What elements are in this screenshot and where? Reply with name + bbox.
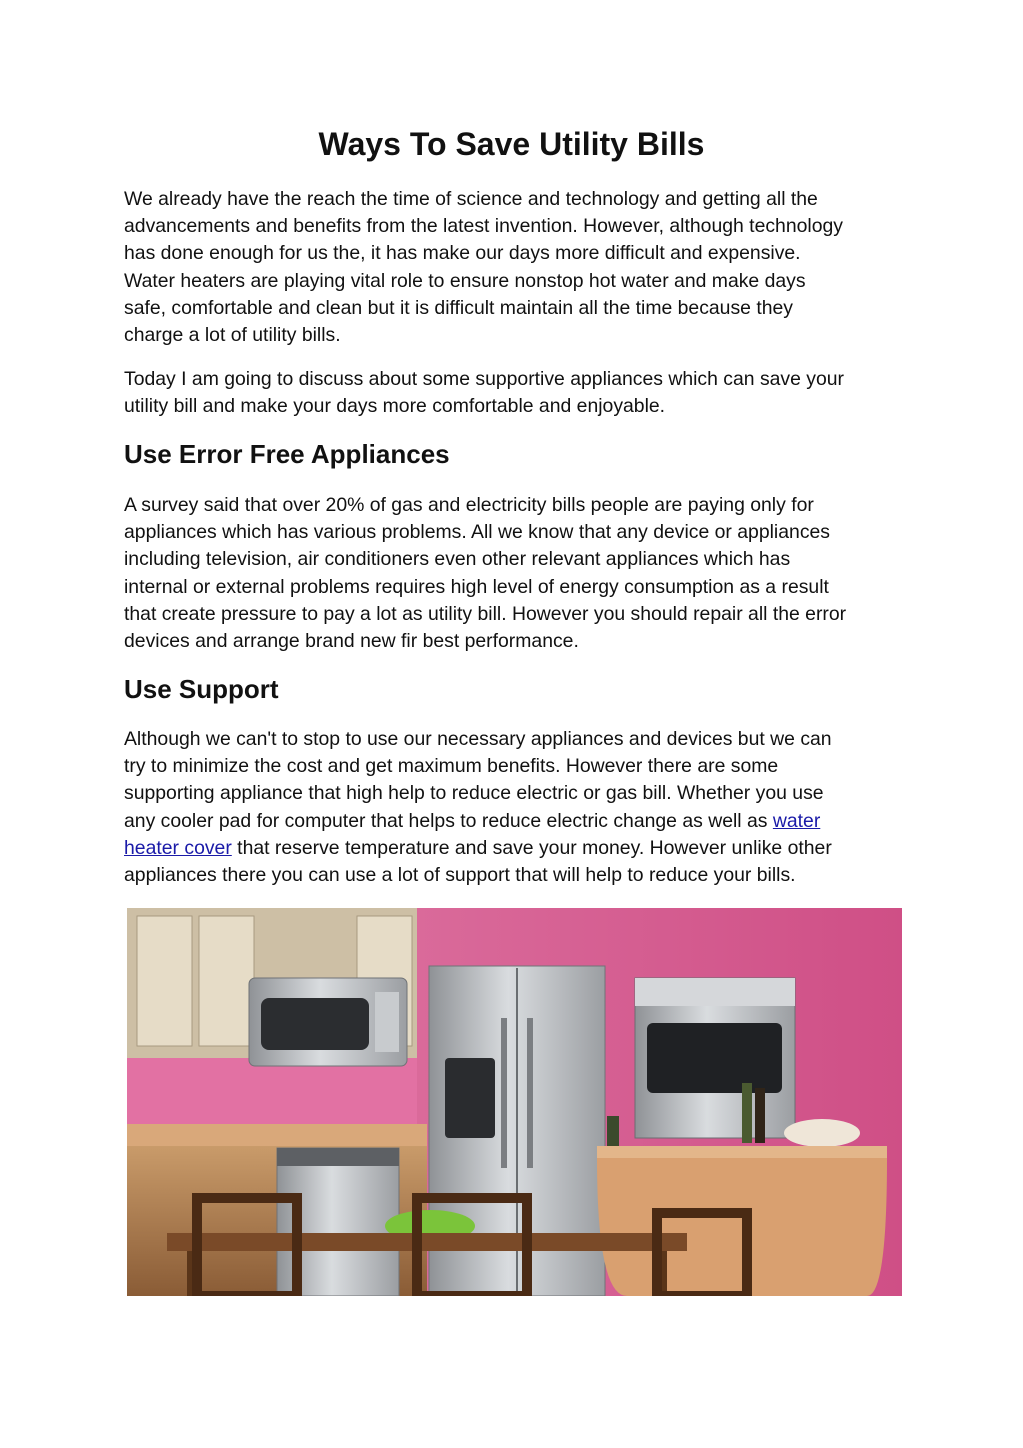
bowl [784, 1119, 860, 1147]
intro-line: safe, comfortable and clean but it is difficult maintain all the time because they [124, 296, 793, 319]
use-support-line: Although we can't to stop to use our necessary appliances and devices but we can [124, 728, 832, 750]
island-top [597, 1146, 887, 1158]
error-free-line: devices and arrange brand new fir best performance. [124, 630, 579, 653]
use-support-line: appliances there you can use a lot of support that will help to reduce your bills. [124, 864, 796, 887]
countertop [127, 1124, 427, 1146]
use-support-line: supporting appliance that high help to reduce electric or gas bill. Whether you use [124, 782, 824, 805]
intro-line: advancements and benefits from the latest invention. However, although technology [124, 215, 843, 238]
intro-line: We already have the reach the time of science and technology and getting all the [124, 188, 818, 210]
error-free-paragraph [124, 492, 904, 655]
dining-table [167, 1233, 687, 1251]
intro-line: charge a lot of utility bills. [124, 324, 341, 347]
today-line: Today I am going to discuss about some supportive appliances which can save your [124, 368, 845, 390]
today-line: utility bill and make your days more comfortable and enjoyable. [124, 395, 666, 418]
error-free-line: that create pressure to pay a lot as utility bill. However you should repair all the error [124, 602, 847, 625]
water-heater-cover-link-continued[interactable]: heater cover [124, 836, 232, 859]
intro-line: Water heaters are playing vital role to ensure nonstop hot water and make days [124, 269, 806, 292]
use-support-line-text: any cooler pad for computer that helps to reduce electric change as well as [124, 809, 773, 832]
error-free-line: appliances which has various problems. All we know that any device or appliances [124, 521, 830, 544]
today-paragraph [124, 366, 904, 420]
use-support-line: try to minimize the cost and get maximum benefits. However there are some [124, 755, 779, 778]
error-free-line: internal or external problems requires high level of energy consumption as a result [124, 575, 829, 598]
backsplash [127, 1058, 417, 1128]
error-free-line: including television, air conditioners even other relevant appliances which has [124, 548, 791, 571]
kitchen-photo [127, 908, 902, 1296]
section-heading-use-support: Use Support [124, 674, 279, 704]
intro-paragraph [124, 186, 904, 349]
intro-line: has done enough for us the, it has make our days more difficult and expensive. [124, 242, 801, 265]
section-heading-error-free: Use Error Free Appliances [124, 439, 450, 469]
use-support-line-text: that reserve temperature and save your money. However unlike other [231, 836, 832, 859]
water-heater-cover-link[interactable]: water [772, 809, 821, 832]
use-support-line [124, 808, 904, 835]
error-free-line: A survey said that over 20% of gas and electricity bills people are paying only for [124, 494, 814, 516]
use-support-paragraph [124, 726, 904, 889]
kitchen-illustration [127, 908, 902, 1296]
use-support-line [124, 835, 904, 862]
page-title: Ways To Save Utility Bills [318, 126, 705, 162]
